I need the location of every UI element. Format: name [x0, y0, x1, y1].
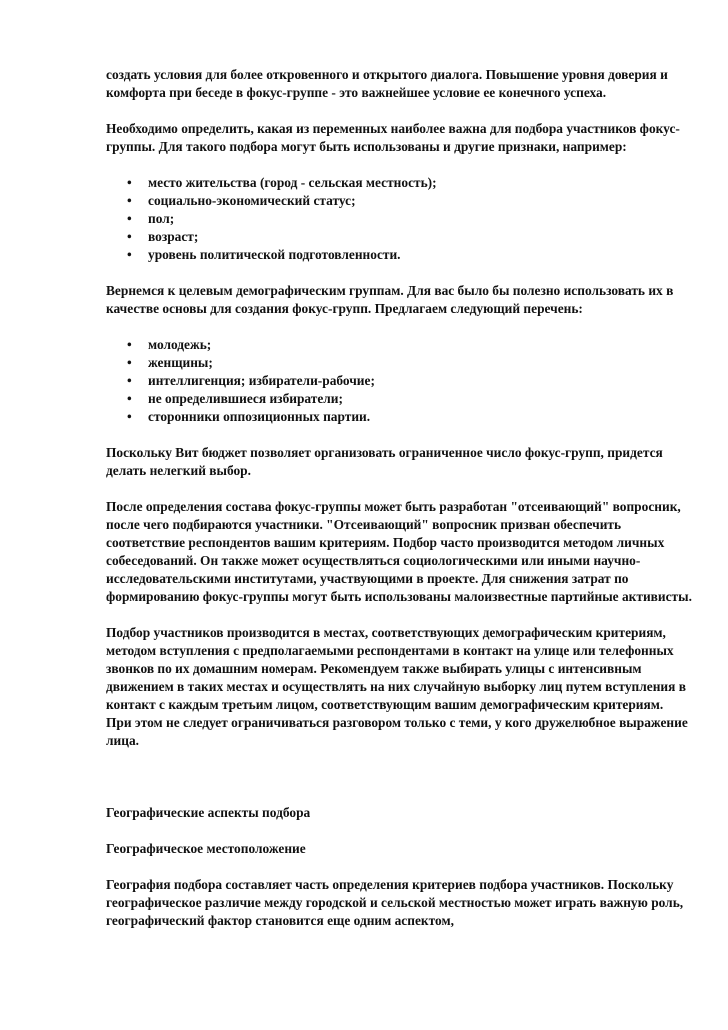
list-item: [127, 390, 692, 408]
paragraph-geography: География подбора составляет часть определения критериев подбора участников. Поскольку географическое различие между городской и сельской местностью может играть важную роль, географический фактор становится еще одним аспектом,: [106, 877, 684, 928]
list-item: [127, 336, 692, 354]
bullet-icon: •: [127, 229, 132, 244]
section-heading: Географические аспекты подбора: [106, 805, 311, 820]
list-item: [127, 174, 692, 192]
paragraph-variables: Необходимо определить, какая из переменных наиболее важна для подбора участников фокус-группы. Для такого подбора могут быть использованы и другие признаки, например:: [106, 121, 680, 154]
bullet-icon: •: [127, 337, 132, 352]
list-item-text: сторонники оппозиционных партии.: [148, 409, 371, 424]
bullet-icon: •: [127, 373, 132, 388]
list-item: [127, 210, 692, 228]
paragraph-target-groups: Вернемся к целевым демографическим группам. Для вас было бы полезно использовать их в качестве основы для создания фокус-групп. Предлагаем следующий перечень:: [106, 283, 674, 316]
section-spacer: [106, 768, 692, 804]
bullet-icon: •: [127, 175, 132, 190]
paragraph-questionnaire: После определения состава фокус-группы может быть разработан "отсеивающий" вопросник, после чего подбираются участники. "Отсеивающий" вопросник призван обеспечить соответствие респондентов вашим критериям. Подбор часто производится методом личных собеседований. Он также может осуществляться социологическими или иными научно-исследовательскими институтами, участвующими в проекте. Для снижения затрат по формированию фокус-группы могут быть использованы малоизвестные партийные активисты.: [106, 499, 692, 604]
list-item: [127, 228, 692, 246]
list-item-text: уровень политической подготовленности.: [148, 247, 401, 262]
paragraph-dialog: создать условия для более откровенного и открытого диалога. Повышение уровня доверия и комфорта при беседе в фокус-группе - это важнейшее условие ее конечного успеха.: [106, 67, 668, 100]
list-item-text: не определившиеся избиратели;: [148, 391, 343, 406]
list-item-text: интеллигенция; избиратели-рабочие;: [148, 373, 375, 388]
groups-list: [106, 336, 692, 426]
bullet-icon: •: [127, 355, 132, 370]
bullet-icon: •: [127, 391, 132, 406]
list-item-text: пол;: [148, 211, 175, 226]
criteria-list: [106, 174, 692, 264]
list-item: [127, 246, 692, 264]
bullet-icon: •: [127, 409, 132, 424]
bullet-icon: •: [127, 193, 132, 208]
paragraph-budget: Поскольку Вит бюджет позволяет организовать ограниченное число фокус-групп, придется делать нелегкий выбор.: [106, 445, 663, 478]
list-item-text: возраст;: [148, 229, 199, 244]
list-item: [127, 372, 692, 390]
list-item: [127, 354, 692, 372]
subsection-heading: Географическое местоположение: [106, 841, 306, 856]
document-body: [106, 66, 692, 948]
paragraph-recruitment: Подбор участников производится в местах, соответствующих демографическим критериям, методом вступления с предполагаемыми респондентами в контакт на улице или телефонных звонков по их домашним номерам. Рекомендуем также выбирать улицы с интенсивным движением в таких местах и осуществлять на них случайную выборку лиц путем вступления в контакт с каждым третьим лицом, соответствующим вашим демографическим критериям. При этом не следует ограничиваться разговором только с теми, у кого дружелюбное выражение лица.: [106, 625, 688, 748]
bullet-icon: •: [127, 211, 132, 226]
list-item-text: женщины;: [148, 355, 213, 370]
list-item-text: социально-экономический статус;: [148, 193, 356, 208]
list-item: [127, 408, 692, 426]
list-item-text: место жительства (город - сельская местность);: [148, 175, 437, 190]
bullet-icon: •: [127, 247, 132, 262]
list-item: [127, 192, 692, 210]
list-item-text: молодежь;: [148, 337, 212, 352]
